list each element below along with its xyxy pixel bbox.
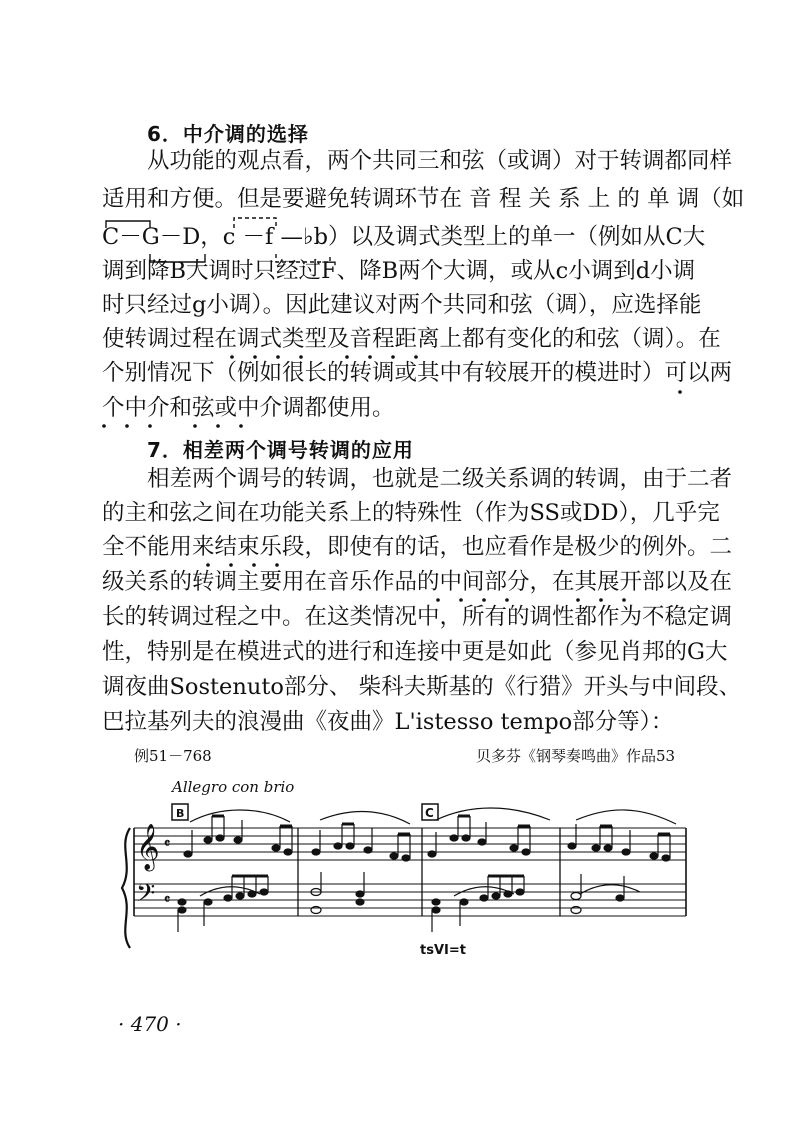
bass-clef-icon: 𝄢 bbox=[136, 879, 156, 914]
section-7-line-7: 调夜曲Sostenuto部分、 柴科夫斯基的《行猎》开头与中间段、 bbox=[102, 674, 742, 700]
section-6-line-6: 使转调过程在调式类型及音程距离上都有变化的和弦（调）。在 bbox=[102, 326, 721, 352]
music-score bbox=[120, 776, 700, 966]
section-7-line-3: 全不能用来结束乐段，即使有的话，也应看作是极少的例外。二 bbox=[102, 534, 733, 560]
section-6-line-5: 时只经过g小调）。因此建议对两个共同和弦（调），应选择能 bbox=[102, 292, 702, 318]
example-source: 贝多芬《钢琴奏鸣曲》作品53 bbox=[476, 747, 676, 765]
section-6-line-7: 个别情况下（例如很长的转调或其中有较展开的模进时）可以两 bbox=[102, 360, 733, 386]
section-7-line-1: 相差两个调号的转调，也就是二级关系调的转调，由于二者 bbox=[147, 466, 733, 492]
page-number: · 470 · bbox=[118, 1012, 182, 1036]
section-6-heading: 6．中介调的选择 bbox=[147, 122, 309, 146]
section-6-line-2: 适用和方便。但是要避免转调环节在 音 程 关 系 上 的 单 调（如 bbox=[102, 186, 745, 212]
harmonic-analysis-label: tsVI=t bbox=[420, 943, 466, 958]
rehearsal-mark-b bbox=[172, 804, 188, 820]
svg-text:C: C bbox=[425, 806, 434, 820]
bass-notes bbox=[178, 872, 624, 932]
tempo-marking: Allegro con brio bbox=[172, 778, 295, 796]
time-signature-bass: 𝄴 bbox=[164, 892, 171, 908]
treble-notes bbox=[184, 816, 670, 861]
svg-text:B: B bbox=[176, 807, 185, 820]
section-6-line-3: C－G－D，c －f —♭b）以及调式类型上的单一（例如从C大 bbox=[102, 224, 706, 250]
grand-staff-brace bbox=[122, 828, 130, 948]
treble-clef-icon: 𝄞 bbox=[136, 824, 160, 870]
time-signature-treble: 𝄴 bbox=[164, 836, 171, 852]
section-7-line-8: 巴拉基列夫的浪漫曲《夜曲》L'istesso tempo部分等）： bbox=[102, 709, 674, 735]
section-6-line-1: 从功能的观点看，两个共同三和弦（或调）对于转调都同样 bbox=[147, 148, 733, 174]
section-6-line-8: 个中介和弦或中介调都使用。 bbox=[102, 395, 395, 421]
section-7-heading: 7．相差两个调号转调的应用 bbox=[147, 438, 414, 462]
section-7-line-6: 性，特别是在模进式的进行和连接中更是如此（参见肖邦的G大 bbox=[102, 639, 728, 665]
section-7-line-4: 级关系的转调主要用在音乐作品的中间部分，在其展开部以及在 bbox=[102, 569, 733, 595]
rehearsal-mark-c bbox=[422, 804, 438, 820]
section-7-line-5: 长的转调过程之中。在这类情况中，所有的调性都作为不稳定调 bbox=[102, 604, 733, 630]
example-number: 例51－768 bbox=[134, 747, 212, 765]
section-7-line-2: 的主和弦之间在功能关系上的特殊性（作为SS或DD），几乎完 bbox=[102, 500, 720, 526]
section-6-line-4: 调到降B大调时只经过F、降B两个大调，或从c小调到d小调 bbox=[102, 258, 696, 284]
